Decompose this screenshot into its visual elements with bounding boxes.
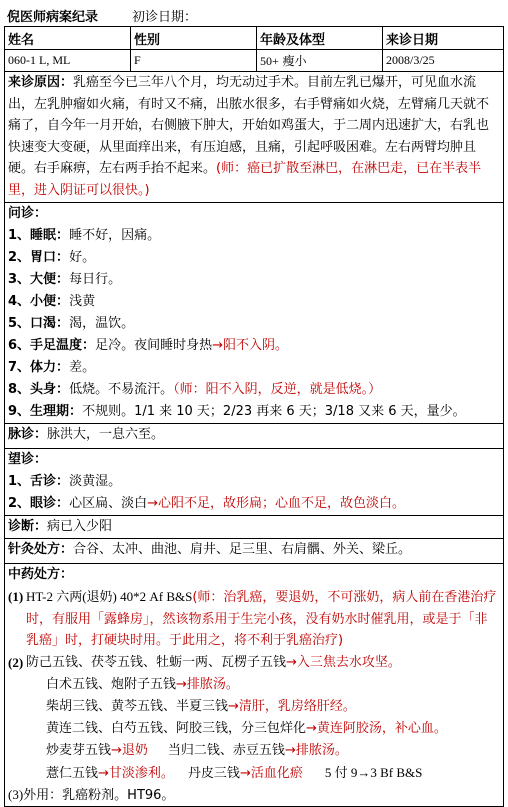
herbal-line: 黄连二钱、白芍五钱、阿胶三钱，分三包烊化→黄连阿胶汤，补心血。 (46, 720, 447, 736)
inspection-row (5, 449, 504, 516)
acupuncture-text: 合谷、太冲、曲池、肩井、足三里、右肩髃、外关、梁丘。 (73, 542, 412, 557)
pulse-text: 脉洪大，一息六至。 (47, 427, 165, 442)
record-title: 倪医师病案纪录 (7, 9, 99, 25)
herbal-p1-note: (师：治乳癌，要退奶，不可涨奶，病人前在香港治疗时，有服用「露蜂房」，然该物系用于生完小孩，没有奶水时催乳用，或是于「非乳癌」时，打硬块时用。于此用之，将不利于乳癌治疗) (26, 590, 497, 648)
herbal-p1: (1) HT-2 六两(退奶) 40*2 Af B&S(师：治乳癌，要退奶，不可涨奶，病人前在香港治疗时，有服用「露蜂房」，然该物系用于生完小孩，没有奶水时催乳用，或是于「非乳癌」时，打硬块时用。于此用之，将不利于乳癌治疗) (8, 589, 497, 648)
patient-body: 瘦小 (282, 54, 307, 68)
inquiry-cell (5, 203, 504, 424)
patient-age-body (257, 50, 383, 72)
visit-date: 2008/3/25 (383, 50, 504, 72)
inquiry-item: 3、大便：每日行。 (8, 272, 122, 287)
herbal-cell (5, 564, 504, 807)
complaint-row (5, 72, 504, 203)
complaint-note: (师：癌已扩散至淋巴，在淋巴走，已在半表半里，进入阴证可以很快。) (8, 161, 482, 198)
inquiry-row (5, 203, 504, 424)
herbal-label: 中药处方： (8, 567, 74, 582)
herbal-line: 白术五钱、炮附子五钱→排脓汤。 (46, 676, 239, 692)
inquiry-item: 9、生理期：不规则。1/1 来 10 天；2/23 再来 6 天；3/18 又来 6 天，量少。 (8, 404, 466, 419)
patient-name: 060-1 L, ML (5, 50, 131, 72)
inquiry-item: 1、睡眠：睡不好，因痛。 (8, 228, 161, 243)
diagnosis-cell (5, 516, 504, 539)
dosage-note: 5 付 9→3 Bf B&S (324, 764, 423, 780)
diagnosis-text: 病已入少阳 (47, 519, 113, 534)
inquiry-item: 6、手足温度：足冷。夜间睡时身热→阳不入阴。 (8, 338, 288, 353)
herbal-p3: (3)外用：乳癌粉剂。HT96。 (8, 786, 175, 803)
herbal-row (5, 564, 504, 807)
inquiry-item: 7、体力：差。 (8, 360, 96, 375)
complaint-cell (5, 72, 504, 203)
sex-header: 性别 (131, 27, 257, 50)
herbal-line: 薏仁五钱→甘淡渗利。 丹皮三钱→活血化瘀 5 付 9→3 Bf B&S (46, 764, 423, 781)
first-visit-label: 初诊日期： (132, 9, 198, 25)
inquiry-item: 8、头身：低烧。不易流汗。（师：阳不入阴，反逆，就是低烧。） (8, 382, 382, 397)
inquiry-item: 5、口渴：渴，温饮。 (8, 316, 135, 331)
herbal-line: 柴胡三钱、黄芩五钱、半夏三钱→清肝，乳房络肝经。 (46, 698, 356, 714)
patient-sex: F (131, 50, 257, 72)
pulse-row (5, 424, 504, 449)
herbal-line: 炒麦芽五钱→退奶 当归二钱、赤豆五钱→排脓汤。 (46, 742, 348, 758)
inquiry-item: 2、胃口：好。 (8, 250, 96, 265)
inspection-cell (5, 449, 504, 516)
patient-row (5, 50, 504, 72)
herbal-p1-text: HT-2 六两(退奶) 40*2 Af B&S (26, 589, 193, 604)
name-header: 姓名 (5, 27, 131, 50)
complaint-text: 乳癌至今已三年八个月，均无动过手术。目前左乳已爆开，可见血水流出，左乳肿瘤如火痛，有时又不痛，出脓水很多，右手臂痛如火烧，左臂痛几天就不痛了，自今年一月开始，右侧腋下肿大，开始如鸡蛋大，于二周内迅速扩大，右乳也快速变大变硬，从里面痒出来，有压迫感，且痛，引起呼吸困难。左右两臂均肿且硬。右手麻痹，左右两手抬不起来。 (8, 75, 490, 176)
pulse-cell (5, 424, 504, 449)
inquiry-item: 4、小便：浅黄 (8, 294, 96, 309)
age-header: 年龄及体型 (257, 27, 383, 50)
inspection-item: 2、眼诊：心区扁、淡白→心阳不足，故形扁；心血不足，故色淡白。 (8, 496, 405, 511)
pulse-label: 脉诊： (8, 427, 48, 442)
acupuncture-row (5, 539, 504, 564)
case-table (4, 26, 504, 807)
complaint-label: 来诊原因： (8, 75, 74, 90)
inquiry-label: 问诊： (8, 206, 48, 221)
acupuncture-label: 针灸处方： (8, 542, 74, 557)
record-header (4, 4, 503, 26)
table-header-row (5, 27, 504, 50)
diagnosis-row (5, 516, 504, 539)
herbal-line: 防己五钱、茯苓五钱、牡蛎一两、瓦楞子五钱→入三焦去水攻坚。 (26, 654, 401, 670)
case-record-page (4, 4, 503, 807)
acupuncture-cell (5, 539, 504, 564)
herbal-p2: (2) 防己五钱、茯苓五钱、牡蛎一两、瓦楞子五钱→入三焦去水攻坚。 白术五钱、炮附子五钱→排脓汤。 柴胡三钱、黄芩五钱、半夏三钱→清肝，乳房络肝经。 黄连二钱、白芍五钱、阿胶三钱，分三包烊化→黄连阿胶汤，补心血。 炒麦芽五钱→退奶 当归二钱、赤豆五钱→排脓汤。 薏仁五钱→甘淡渗利。 丹皮三钱→活血化瘀 5 付 9→3 Bf B&S (8, 652, 500, 784)
inspection-label: 望诊： (8, 452, 48, 467)
patient-age: 50+ (260, 54, 279, 68)
date-header: 来诊日期 (383, 27, 504, 50)
inspection-item: 1、舌诊：淡黄湿。 (8, 474, 122, 489)
diagnosis-label: 诊断： (8, 519, 48, 534)
